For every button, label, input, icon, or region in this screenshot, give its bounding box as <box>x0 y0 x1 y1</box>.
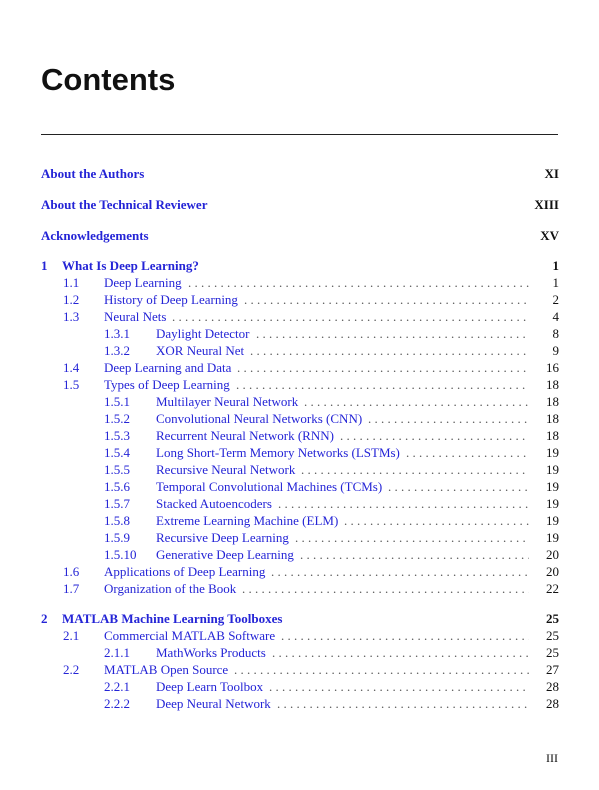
section-number: 2.2 <box>63 662 80 677</box>
dot-leader <box>188 275 529 291</box>
section-page: 18 <box>546 377 559 392</box>
dot-leader <box>172 309 529 325</box>
subsection-number: 1.5.5 <box>104 462 130 477</box>
subsection-entry[interactable] <box>41 394 559 410</box>
section-entry[interactable] <box>41 309 559 325</box>
subsection-page: 19 <box>546 462 559 477</box>
subsection-number: 1.5.3 <box>104 428 130 443</box>
dot-leader <box>237 360 529 376</box>
dot-leader <box>250 343 529 359</box>
subsection-number: 2.2.1 <box>104 679 130 694</box>
subsection-page: 25 <box>546 645 559 660</box>
dot-leader <box>242 581 529 597</box>
section-entry[interactable] <box>41 360 559 376</box>
subsection-title[interactable]: Recursive Neural Network <box>156 462 296 477</box>
dot-leader <box>278 496 529 512</box>
subsection-title[interactable]: Extreme Learning Machine (ELM) <box>156 513 339 528</box>
subsection-page: 19 <box>546 513 559 528</box>
subsection-title[interactable]: Deep Learn Toolbox <box>156 679 264 694</box>
subsection-page: 28 <box>546 696 559 711</box>
section-entry[interactable] <box>41 581 559 597</box>
subsection-number: 1.5.8 <box>104 513 130 528</box>
subsection-title[interactable]: Convolutional Neural Networks (CNN) <box>156 411 363 426</box>
section-number: 1.6 <box>63 564 80 579</box>
subsection-number: 2.1.1 <box>104 645 130 660</box>
subsection-title[interactable]: Stacked Autoencoders <box>156 496 272 511</box>
section-page: 22 <box>546 581 559 596</box>
section-title[interactable]: MATLAB Open Source <box>104 662 229 677</box>
dot-leader <box>281 628 529 644</box>
subsection-page: 18 <box>546 411 559 426</box>
section-entry[interactable] <box>41 292 559 308</box>
dot-leader <box>236 377 529 393</box>
subsection-title[interactable]: Recursive Deep Learning <box>156 530 289 545</box>
section-number: 1.4 <box>63 360 80 375</box>
subsection-page: 19 <box>546 445 559 460</box>
subsection-entry[interactable] <box>41 411 559 427</box>
subsection-entry[interactable] <box>41 428 559 444</box>
entry-title[interactable]: About the Authors <box>41 166 145 181</box>
chapter-number: 1 <box>41 258 48 273</box>
subsection-number: 1.5.9 <box>104 530 130 545</box>
dot-leader <box>344 513 529 529</box>
section-title[interactable]: Commercial MATLAB Software <box>104 628 276 643</box>
subsection-entry[interactable] <box>41 343 559 359</box>
section-number: 2.1 <box>63 628 80 643</box>
section-number: 1.2 <box>63 292 80 307</box>
entry-page: XV <box>540 228 559 243</box>
subsection-number: 1.5.2 <box>104 411 130 426</box>
subsection-title[interactable]: Long Short-Term Memory Networks (LSTMs) <box>156 445 400 460</box>
front-matter-entry[interactable] <box>41 197 559 213</box>
subsection-number: 2.2.2 <box>104 696 130 711</box>
section-page: 25 <box>546 628 559 643</box>
dot-leader <box>271 564 529 580</box>
entry-page: XIII <box>534 197 559 212</box>
dot-leader <box>368 411 529 427</box>
dot-leader <box>304 394 529 410</box>
subsection-entry[interactable] <box>41 530 559 546</box>
section-number: 1.5 <box>63 377 80 392</box>
section-entry[interactable] <box>41 628 559 644</box>
subsection-page: 19 <box>546 496 559 511</box>
section-title[interactable]: History of Deep Learning <box>104 292 238 307</box>
chapter-title[interactable]: MATLAB Machine Learning Toolboxes <box>62 611 283 626</box>
subsection-title[interactable]: MathWorks Products <box>156 645 266 660</box>
section-title[interactable]: Applications of Deep Learning <box>104 564 266 579</box>
subsection-number: 1.5.6 <box>104 479 130 494</box>
entry-title[interactable]: Acknowledgements <box>41 228 149 243</box>
subsection-page: 9 <box>552 343 559 358</box>
section-title[interactable]: Deep Learning <box>104 275 182 290</box>
section-title[interactable]: Deep Learning and Data <box>104 360 232 375</box>
subsection-entry[interactable] <box>41 645 559 661</box>
section-page: 27 <box>546 662 559 677</box>
page-title: Contents <box>41 62 176 97</box>
subsection-page: 18 <box>546 428 559 443</box>
section-number: 1.3 <box>63 309 80 324</box>
subsection-title[interactable]: Generative Deep Learning <box>156 547 294 562</box>
dot-leader <box>269 679 529 695</box>
subsection-entry[interactable] <box>41 547 559 563</box>
dot-leader <box>256 326 529 342</box>
dot-leader <box>272 645 529 661</box>
dot-leader <box>244 292 529 308</box>
section-entry[interactable] <box>41 564 559 580</box>
dot-leader <box>406 445 529 461</box>
subsection-entry[interactable] <box>41 679 559 695</box>
subsection-title[interactable]: Deep Neural Network <box>156 696 271 711</box>
chapter-title[interactable]: What Is Deep Learning? <box>62 258 199 273</box>
subsection-title[interactable]: Multilayer Neural Network <box>156 394 299 409</box>
chapter-entry[interactable] <box>41 611 559 627</box>
subsection-number: 1.3.2 <box>104 343 130 358</box>
chapter-page: 1 <box>552 258 559 273</box>
section-page: 20 <box>546 564 559 579</box>
subsection-number: 1.3.1 <box>104 326 130 341</box>
dot-leader <box>295 530 529 546</box>
subsection-entry[interactable] <box>41 445 559 461</box>
dot-leader <box>300 547 529 563</box>
subsection-page: 20 <box>546 547 559 562</box>
section-page: 4 <box>552 309 559 324</box>
subsection-number: 1.5.7 <box>104 496 130 511</box>
subsection-page: 18 <box>546 394 559 409</box>
dot-leader <box>234 662 529 678</box>
subsection-number: 1.5.1 <box>104 394 130 409</box>
subsection-number: 1.5.10 <box>104 547 137 562</box>
subsection-page: 19 <box>546 479 559 494</box>
chapter-entry[interactable] <box>41 258 559 274</box>
section-entry[interactable] <box>41 662 559 678</box>
subsection-title[interactable]: Recurrent Neural Network (RNN) <box>156 428 334 443</box>
section-number: 1.7 <box>63 581 80 596</box>
dot-leader <box>277 696 529 712</box>
dot-leader <box>340 428 529 444</box>
entry-page: XI <box>544 166 559 181</box>
subsection-entry[interactable] <box>41 462 559 478</box>
front-matter-entry[interactable] <box>41 166 559 182</box>
section-title[interactable]: Types of Deep Learning <box>104 377 230 392</box>
section-entry[interactable] <box>41 275 559 291</box>
subsection-page: 19 <box>546 530 559 545</box>
section-title[interactable]: Neural Nets <box>104 309 167 324</box>
section-page: 1 <box>552 275 559 290</box>
page-folio: III <box>546 751 558 765</box>
subsection-page: 8 <box>552 326 559 341</box>
subsection-title[interactable]: Temporal Convolutional Machines (TCMs) <box>156 479 383 494</box>
subsection-number: 1.5.4 <box>104 445 130 460</box>
entry-title[interactable]: About the Technical Reviewer <box>41 197 208 212</box>
section-entry[interactable] <box>41 377 559 393</box>
subsection-entry[interactable] <box>41 326 559 342</box>
dot-leader <box>388 479 529 495</box>
subsection-title[interactable]: XOR Neural Net <box>156 343 245 358</box>
subsection-page: 28 <box>546 679 559 694</box>
front-matter-entry[interactable] <box>41 228 559 244</box>
subsection-title[interactable]: Daylight Detector <box>156 326 250 341</box>
chapter-page: 25 <box>546 611 559 626</box>
section-title[interactable]: Organization of the Book <box>104 581 237 596</box>
dot-leader <box>301 462 529 478</box>
subsection-entry[interactable] <box>41 696 559 712</box>
subsection-entry[interactable] <box>41 496 559 512</box>
section-page: 16 <box>546 360 559 375</box>
section-page: 2 <box>552 292 559 307</box>
chapter-number: 2 <box>41 611 48 626</box>
subsection-entry[interactable] <box>41 513 559 529</box>
section-number: 1.1 <box>63 275 80 290</box>
subsection-entry[interactable] <box>41 479 559 495</box>
